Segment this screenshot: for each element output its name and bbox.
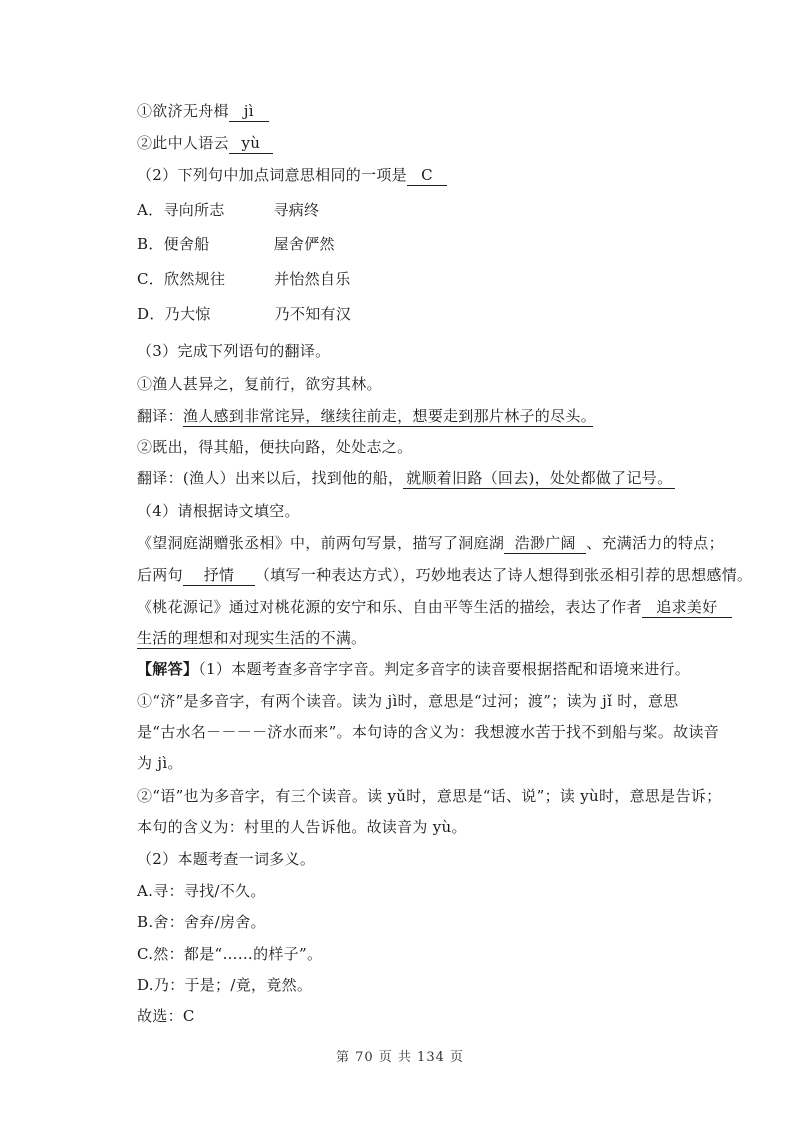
q3-sentence-1: ①渔人甚异之，复前行，欲穷其林。 (137, 375, 382, 393)
solution-line: （2）本题考查一词多义。 (137, 850, 316, 868)
q4-line-3: 《桃花源记》通过对桃花源的安宁和乐、自由平等生活的描绘，表达了作者 追求美好 (137, 596, 732, 618)
solution-line: 为 jì。 (137, 754, 183, 772)
page-footer: 第 70 页 共 134 页 (335, 1050, 465, 1065)
q1-item1: ①欲济无舟楫 jì (137, 100, 269, 122)
solution-line: ①“济”是多音字，有两个读音。读为 jì时，意思是“过河；渡”；读为 jǐ 时，意思 (137, 692, 679, 710)
solution-line: 是“古水名－－－－济水而来”。本句诗的含义为：我想渡水苦于找不到船与桨。故读音 (137, 723, 720, 741)
answer-blank: 追求美好 (642, 597, 732, 618)
solution-line: 本句的含义为：村里的人告诉他。故读音为 yù。 (137, 818, 467, 836)
answer-blank: 生活的理想和对现实生活的不满 (137, 629, 352, 647)
solution-line: ②“语”也为多音字，有三个读音。读 yǔ时，意思是“话、说”；读 yù时，意思是告诉； (137, 787, 722, 805)
q1-item2: ②此中人语云 yù (137, 132, 273, 154)
q2-option-b: B．便舍船 屋舍俨然 (137, 235, 335, 253)
solution-line: C.然：都是“……的样子”。 (137, 945, 323, 963)
answer-blank: jì (229, 101, 269, 122)
q2-option-c: C．欣然规往 并怡然自乐 (137, 270, 351, 288)
q2-option-d: D．乃大惊 乃不知有汉 (137, 305, 352, 323)
q4-line-1: 《望洞庭湖赠张丞相》中，前两句写景，描写了洞庭湖 浩渺广阔 、充满活力的特点； (137, 534, 724, 552)
q4-prompt: （4）请根据诗文填空。 (137, 502, 300, 520)
answer-blank: 渔人感到非常诧异，继续往前走，想要走到那片林子的尽头。 (182, 407, 597, 425)
q3-prompt: （3）完成下列语句的翻译。 (137, 342, 331, 360)
solution-line: D.乃：于是；/竟，竟然。 (137, 976, 313, 994)
answer-blank: yù (229, 133, 273, 154)
q3-translation-1: 翻译：渔人感到非常诧异，继续往前走，想要走到那片林子的尽头。 (137, 407, 597, 425)
solution-line: A.寻：寻找/不久。 (137, 882, 266, 900)
q2-option-a: A．寻向所志 寻病终 (137, 201, 320, 219)
q4-line-4: 生活的理想和对现实生活的不满。 (137, 629, 367, 647)
solution-line: B.舍：舍弃/房舍。 (137, 913, 266, 931)
solution-choice: 故选：C (137, 1007, 195, 1025)
answer-blank: C (407, 165, 447, 186)
solution-intro: 【解答】（1）本题考查多音字字音。判定多音字的读音要根据搭配和语境来进行。 (137, 660, 691, 678)
answer-blank: 浩渺广阔 (504, 533, 586, 554)
q4-line-2: 后两句 抒情 （填写一种表达方式），巧妙地表达了诗人想得到张丞相引荐的思想感情。 (137, 566, 753, 584)
q3-translation-2: 翻译：(渔人）出来以后，找到他的船， 就顺着旧路（回去)，处处都做了记号。 (137, 467, 675, 489)
answer-blank: 抒情 (183, 565, 255, 586)
q2-prompt: （2）下列句中加点词意思相同的一项是 C (137, 164, 447, 186)
answer-blank: 就顺着旧路（回去)，处处都做了记号。 (403, 468, 675, 489)
q3-sentence-2: ②既出，得其船，便扶向路，处处志之。 (137, 438, 413, 456)
